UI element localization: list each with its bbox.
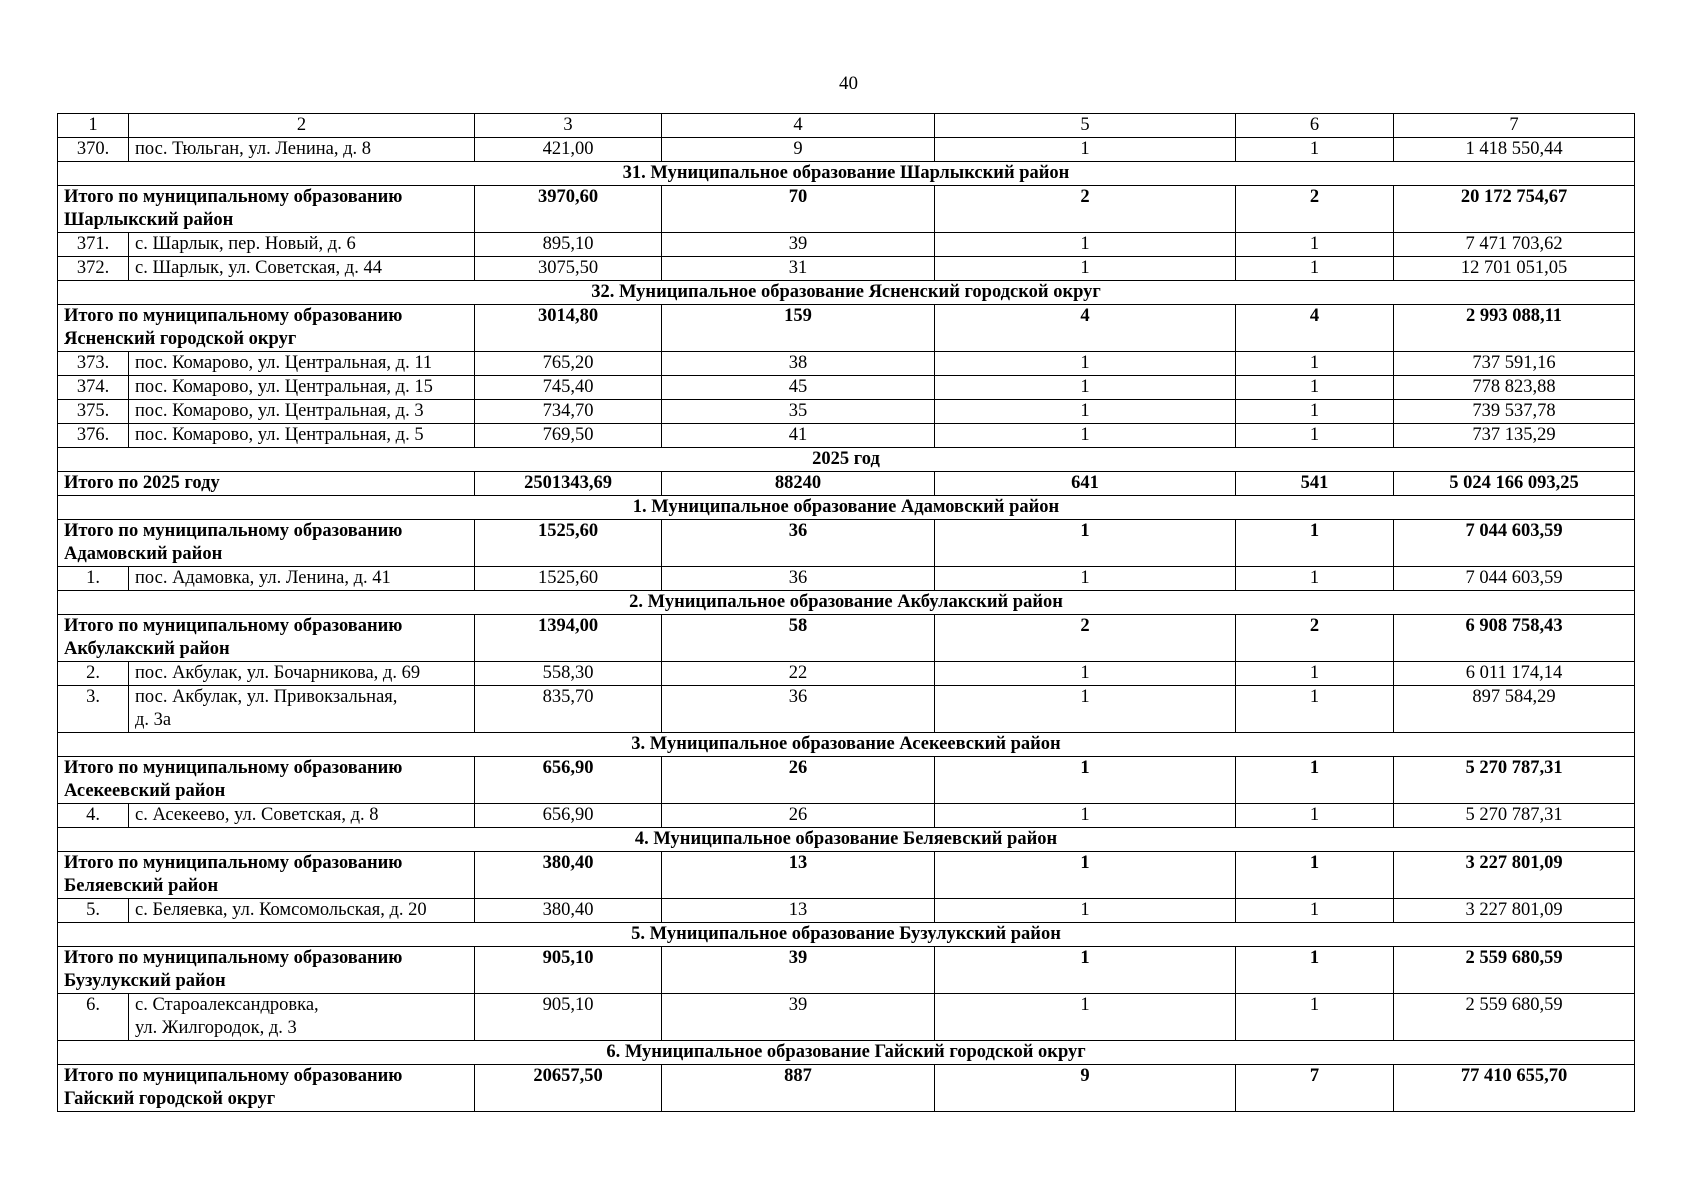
address-line: пос. Акбулак, ул. Бочарникова, д. 69	[135, 663, 421, 683]
subtotal-row	[58, 947, 1635, 994]
total-label-line: Итого по муниципальному образованию	[64, 306, 403, 326]
value-c3: 769,50	[475, 424, 662, 448]
table-row	[58, 257, 1635, 281]
table-row	[58, 567, 1635, 591]
subtotal-row	[58, 186, 1635, 233]
total-c7: 2 559 680,59	[1394, 947, 1635, 994]
total-label	[58, 305, 475, 352]
value-c3: 380,40	[475, 899, 662, 923]
value-c7: 12 701 051,05	[1394, 257, 1635, 281]
total-label-line: Итого по муниципальному образованию	[64, 187, 403, 207]
total-c7: 20 172 754,67	[1394, 186, 1635, 233]
address-line: ул. Жилгородок, д. 3	[135, 1018, 297, 1038]
address	[129, 376, 475, 400]
total-label	[58, 757, 475, 804]
total-c5: 1	[935, 757, 1236, 804]
value-c5: 1	[935, 352, 1236, 376]
value-c4: 35	[662, 400, 935, 424]
value-c5: 1	[935, 994, 1236, 1041]
address-line: пос. Комарово, ул. Центральная, д. 5	[135, 425, 424, 445]
column-number-1: 1	[58, 114, 129, 138]
table-row	[58, 899, 1635, 923]
row-number: 372.	[58, 257, 129, 281]
total-c5: 9	[935, 1065, 1236, 1112]
total-c4: 39	[662, 947, 935, 994]
column-number-5: 5	[935, 114, 1236, 138]
total-label-line: Ясненский городской округ	[64, 329, 297, 349]
section-header-row	[58, 733, 1635, 757]
total-c3: 20657,50	[475, 1065, 662, 1112]
total-label	[58, 186, 475, 233]
total-label	[58, 520, 475, 567]
address	[129, 424, 475, 448]
row-number: 4.	[58, 804, 129, 828]
address-line: пос. Комарово, ул. Центральная, д. 3	[135, 401, 424, 421]
value-c7: 2 559 680,59	[1394, 994, 1635, 1041]
total-c7: 3 227 801,09	[1394, 852, 1635, 899]
total-c6: 4	[1236, 305, 1394, 352]
value-c7: 737 135,29	[1394, 424, 1635, 448]
address-line: с. Шарлык, ул. Советская, д. 44	[135, 258, 382, 278]
value-c4: 36	[662, 567, 935, 591]
value-c3: 558,30	[475, 662, 662, 686]
table-row	[58, 424, 1635, 448]
total-c3: 2501343,69	[475, 472, 662, 496]
row-number: 2.	[58, 662, 129, 686]
row-number: 6.	[58, 994, 129, 1041]
value-c7: 7 044 603,59	[1394, 567, 1635, 591]
column-number-3: 3	[475, 114, 662, 138]
value-c6: 1	[1236, 686, 1394, 733]
section-header-row	[58, 828, 1635, 852]
total-label-line: Итого по муниципальному образованию	[64, 521, 403, 541]
value-c6: 1	[1236, 138, 1394, 162]
total-c5: 2	[935, 186, 1236, 233]
total-c7: 5 024 166 093,25	[1394, 472, 1635, 496]
total-label-line: Гайский городской округ	[64, 1089, 276, 1109]
value-c5: 1	[935, 804, 1236, 828]
section-title: 31. Муниципальное образование Шарлыкский район	[58, 162, 1635, 186]
total-label-line: Итого по муниципальному образованию	[64, 853, 403, 873]
value-c4: 36	[662, 686, 935, 733]
address-line: пос. Комарово, ул. Центральная, д. 11	[135, 353, 433, 373]
row-number: 5.	[58, 899, 129, 923]
row-number: 371.	[58, 233, 129, 257]
row-number: 3.	[58, 686, 129, 733]
total-label-line: Шарлыкский район	[64, 210, 234, 230]
value-c6: 1	[1236, 352, 1394, 376]
section-header-row	[58, 448, 1635, 472]
table-row	[58, 686, 1635, 733]
value-c5: 1	[935, 686, 1236, 733]
total-c7: 7 044 603,59	[1394, 520, 1635, 567]
value-c6: 1	[1236, 899, 1394, 923]
total-c6: 541	[1236, 472, 1394, 496]
total-c3: 3970,60	[475, 186, 662, 233]
total-c6: 1	[1236, 947, 1394, 994]
row-number: 373.	[58, 352, 129, 376]
address	[129, 686, 475, 733]
total-c4: 36	[662, 520, 935, 567]
total-c6: 2	[1236, 615, 1394, 662]
value-c5: 1	[935, 424, 1236, 448]
row-number: 374.	[58, 376, 129, 400]
total-c6: 1	[1236, 852, 1394, 899]
table-row	[58, 994, 1635, 1041]
value-c4: 39	[662, 233, 935, 257]
value-c7: 5 270 787,31	[1394, 804, 1635, 828]
value-c3: 734,70	[475, 400, 662, 424]
value-c7: 6 011 174,14	[1394, 662, 1635, 686]
total-c3: 1525,60	[475, 520, 662, 567]
address	[129, 138, 475, 162]
column-number-2: 2	[129, 114, 475, 138]
value-c4: 38	[662, 352, 935, 376]
total-label-line: Итого по муниципальному образованию	[64, 1066, 403, 1086]
total-c3: 656,90	[475, 757, 662, 804]
value-c7: 778 823,88	[1394, 376, 1635, 400]
value-c6: 1	[1236, 567, 1394, 591]
value-c6: 1	[1236, 376, 1394, 400]
value-c7: 1 418 550,44	[1394, 138, 1635, 162]
total-label-line: Итого по муниципальному образованию	[64, 948, 403, 968]
total-c3: 380,40	[475, 852, 662, 899]
total-c4: 887	[662, 1065, 935, 1112]
subtotal-row	[58, 757, 1635, 804]
value-c3: 745,40	[475, 376, 662, 400]
buildings-table	[57, 113, 1635, 1112]
address	[129, 257, 475, 281]
value-c4: 22	[662, 662, 935, 686]
section-title: 4. Муниципальное образование Беляевский район	[58, 828, 1635, 852]
address	[129, 233, 475, 257]
value-c6: 1	[1236, 662, 1394, 686]
row-number: 375.	[58, 400, 129, 424]
value-c5: 1	[935, 233, 1236, 257]
total-label-line: Акбулакский район	[64, 639, 230, 659]
column-number-7: 7	[1394, 114, 1635, 138]
section-title: 32. Муниципальное образование Ясненский городской округ	[58, 281, 1635, 305]
row-number: 370.	[58, 138, 129, 162]
value-c6: 1	[1236, 424, 1394, 448]
value-c6: 1	[1236, 400, 1394, 424]
section-header-row	[58, 162, 1635, 186]
address-line: пос. Тюльган, ул. Ленина, д. 8	[135, 139, 372, 159]
table-row	[58, 138, 1635, 162]
value-c4: 41	[662, 424, 935, 448]
total-c4: 58	[662, 615, 935, 662]
total-label-line: Итого по 2025 году	[64, 473, 220, 493]
total-label-line: Асекеевский район	[64, 781, 226, 801]
total-c4: 70	[662, 186, 935, 233]
value-c7: 7 471 703,62	[1394, 233, 1635, 257]
value-c3: 765,20	[475, 352, 662, 376]
total-c6: 2	[1236, 186, 1394, 233]
value-c7: 739 537,78	[1394, 400, 1635, 424]
section-header-row	[58, 591, 1635, 615]
value-c4: 31	[662, 257, 935, 281]
section-header-row	[58, 496, 1635, 520]
total-c6: 7	[1236, 1065, 1394, 1112]
total-c5: 1	[935, 852, 1236, 899]
column-number-row	[58, 114, 1635, 138]
value-c5: 1	[935, 376, 1236, 400]
value-c3: 3075,50	[475, 257, 662, 281]
total-label-line: Адамовский район	[64, 544, 223, 564]
address-line: пос. Адамовка, ул. Ленина, д. 41	[135, 568, 391, 588]
total-c4: 13	[662, 852, 935, 899]
section-title: 2025 год	[58, 448, 1635, 472]
total-c5: 641	[935, 472, 1236, 496]
total-c6: 1	[1236, 757, 1394, 804]
value-c7: 3 227 801,09	[1394, 899, 1635, 923]
address-line: с. Шарлык, пер. Новый, д. 6	[135, 234, 356, 254]
total-c3: 3014,80	[475, 305, 662, 352]
value-c7: 737 591,16	[1394, 352, 1635, 376]
address	[129, 994, 475, 1041]
subtotal-row	[58, 1065, 1635, 1112]
address-line: с. Староалександровка,	[135, 995, 319, 1015]
total-c7: 6 908 758,43	[1394, 615, 1635, 662]
address	[129, 400, 475, 424]
total-label	[58, 1065, 475, 1112]
table-row	[58, 352, 1635, 376]
value-c5: 1	[935, 662, 1236, 686]
total-c3: 1394,00	[475, 615, 662, 662]
value-c5: 1	[935, 138, 1236, 162]
value-c4: 13	[662, 899, 935, 923]
value-c4: 9	[662, 138, 935, 162]
value-c3: 835,70	[475, 686, 662, 733]
total-label	[58, 615, 475, 662]
total-c4: 26	[662, 757, 935, 804]
address	[129, 804, 475, 828]
total-label	[58, 852, 475, 899]
table-row	[58, 233, 1635, 257]
value-c5: 1	[935, 567, 1236, 591]
value-c4: 26	[662, 804, 935, 828]
table-row	[58, 376, 1635, 400]
address	[129, 899, 475, 923]
value-c3: 905,10	[475, 994, 662, 1041]
value-c6: 1	[1236, 994, 1394, 1041]
address-line: пос. Комарово, ул. Центральная, д. 15	[135, 377, 433, 397]
value-c5: 1	[935, 257, 1236, 281]
address-line: с. Беляевка, ул. Комсомольская, д. 20	[135, 900, 427, 920]
value-c5: 1	[935, 400, 1236, 424]
table-row	[58, 662, 1635, 686]
section-title: 2. Муниципальное образование Акбулакский район	[58, 591, 1635, 615]
address-line: с. Асекеево, ул. Советская, д. 8	[135, 805, 379, 825]
subtotal-row	[58, 852, 1635, 899]
total-label-line: Беляевский район	[64, 876, 219, 896]
value-c6: 1	[1236, 257, 1394, 281]
total-label-line: Итого по муниципальному образованию	[64, 758, 403, 778]
value-c3: 1525,60	[475, 567, 662, 591]
address	[129, 352, 475, 376]
value-c6: 1	[1236, 804, 1394, 828]
total-c3: 905,10	[475, 947, 662, 994]
total-label	[58, 947, 475, 994]
total-c5: 1	[935, 520, 1236, 567]
value-c6: 1	[1236, 233, 1394, 257]
section-title: 5. Муниципальное образование Бузулукский район	[58, 923, 1635, 947]
total-label-line: Итого по муниципальному образованию	[64, 616, 403, 636]
row-number: 376.	[58, 424, 129, 448]
value-c7: 897 584,29	[1394, 686, 1635, 733]
section-header-row	[58, 923, 1635, 947]
page-number: 40	[839, 73, 858, 94]
address	[129, 567, 475, 591]
value-c5: 1	[935, 899, 1236, 923]
section-title: 3. Муниципальное образование Асекеевский район	[58, 733, 1635, 757]
subtotal-row	[58, 615, 1635, 662]
row-number: 1.	[58, 567, 129, 591]
section-title: 1. Муниципальное образование Адамовский район	[58, 496, 1635, 520]
column-number-6: 6	[1236, 114, 1394, 138]
value-c4: 45	[662, 376, 935, 400]
total-c7: 2 993 088,11	[1394, 305, 1635, 352]
section-title: 6. Муниципальное образование Гайский городской округ	[58, 1041, 1635, 1065]
value-c4: 39	[662, 994, 935, 1041]
value-c3: 895,10	[475, 233, 662, 257]
total-c5: 2	[935, 615, 1236, 662]
section-header-row	[58, 1041, 1635, 1065]
subtotal-row	[58, 305, 1635, 352]
total-label-line: Бузулукский район	[64, 971, 226, 991]
total-c6: 1	[1236, 520, 1394, 567]
total-label	[58, 472, 475, 496]
address-line: пос. Акбулак, ул. Привокзальная,	[135, 687, 398, 707]
subtotal-row	[58, 520, 1635, 567]
table-row	[58, 804, 1635, 828]
value-c3: 656,90	[475, 804, 662, 828]
year-total-row	[58, 472, 1635, 496]
total-c4: 159	[662, 305, 935, 352]
total-c5: 1	[935, 947, 1236, 994]
column-number-4: 4	[662, 114, 935, 138]
total-c7: 5 270 787,31	[1394, 757, 1635, 804]
table-row	[58, 400, 1635, 424]
address-line: д. 3а	[135, 710, 172, 730]
total-c5: 4	[935, 305, 1236, 352]
section-header-row	[58, 281, 1635, 305]
value-c3: 421,00	[475, 138, 662, 162]
address	[129, 662, 475, 686]
total-c4: 88240	[662, 472, 935, 496]
total-c7: 77 410 655,70	[1394, 1065, 1635, 1112]
